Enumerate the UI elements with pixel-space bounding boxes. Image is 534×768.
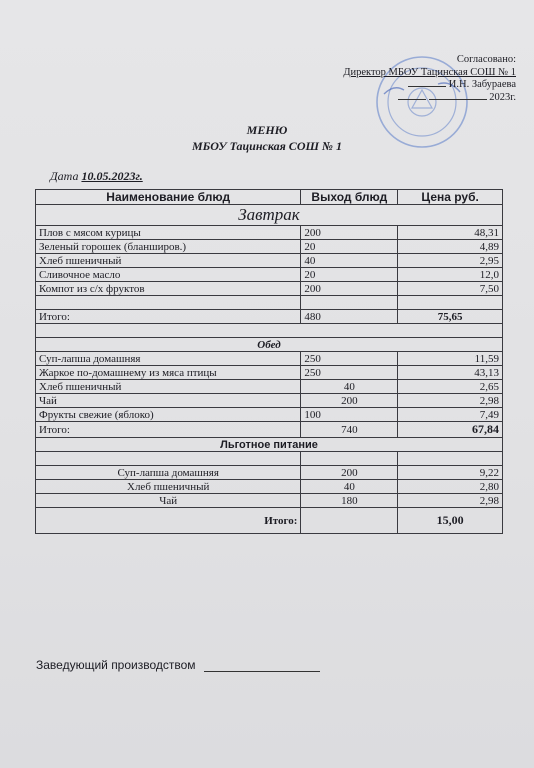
- table-row: [36, 226, 503, 240]
- dish-name: Суп-лапша домашняя: [36, 466, 301, 480]
- dish-weight: 200: [301, 282, 398, 296]
- table-row-empty: [36, 296, 503, 310]
- header-weight: Выход блюд: [301, 190, 398, 205]
- table-row: [36, 480, 503, 494]
- section-lunch: [36, 338, 503, 352]
- table-row: [36, 466, 503, 480]
- date-label: Дата: [50, 169, 79, 183]
- table-row: [36, 494, 503, 508]
- dish-price: 12,0: [398, 268, 503, 282]
- dish-weight: 20: [301, 268, 398, 282]
- table-row: [36, 380, 503, 394]
- benefit-total-row: [36, 508, 503, 534]
- dish-name: Хлеб пшеничный: [36, 380, 301, 394]
- section-benefit: [36, 438, 503, 452]
- dish-name: Суп-лапша домашняя: [36, 352, 301, 366]
- dish-price: 43,13: [398, 366, 503, 380]
- approval-director-name: И.Н. Забураева: [448, 79, 516, 90]
- date-month-blank: [429, 99, 487, 100]
- table-row: [36, 254, 503, 268]
- total-label: Итого:: [36, 422, 301, 438]
- dish-weight: 250: [301, 352, 398, 366]
- table-row: [36, 282, 503, 296]
- dish-name: Хлеб пшеничный: [36, 254, 301, 268]
- header-price: Цена руб.: [398, 190, 503, 205]
- total-weight: 740: [301, 422, 398, 438]
- table-header-row: [36, 190, 503, 205]
- approval-heading: Согласовано:: [456, 54, 516, 65]
- dish-name: Фрукты свежие (яблоко): [36, 408, 301, 422]
- dish-name: Чай: [36, 494, 301, 508]
- approval-year: 2023г.: [489, 91, 516, 103]
- date-value: 10.05.2023г.: [81, 169, 143, 183]
- dish-weight: 100: [301, 408, 398, 422]
- lunch-total-row: [36, 422, 503, 438]
- dish-price: 2,80: [398, 480, 503, 494]
- signature-blank: [204, 671, 320, 672]
- dish-name: Зеленый горошек (бланширов.): [36, 240, 301, 254]
- menu-table: [35, 189, 503, 534]
- dish-price: 2,95: [398, 254, 503, 268]
- dish-weight: 200: [301, 466, 398, 480]
- total-label: Итого:: [36, 508, 301, 534]
- approval-signature-line: [343, 79, 516, 92]
- dish-name: Хлеб пшеничный: [36, 480, 301, 494]
- menu-date: [50, 169, 143, 184]
- table-row-empty: [36, 324, 503, 338]
- dish-price: 4,89: [398, 240, 503, 254]
- table-row: [36, 366, 503, 380]
- section-title: Обед: [36, 338, 503, 352]
- table-row: [36, 240, 503, 254]
- dish-weight: 40: [301, 380, 398, 394]
- dish-name: Плов с мясом курицы: [36, 226, 301, 240]
- dish-weight: 180: [301, 494, 398, 508]
- table-row: [36, 408, 503, 422]
- breakfast-total-row: [36, 310, 503, 324]
- total-price: 75,65: [398, 310, 503, 324]
- approval-director: Директор МБОУ Тацинская СОШ № 1: [343, 66, 516, 78]
- section-breakfast: [36, 205, 503, 226]
- total-price: 67,84: [398, 422, 503, 438]
- dish-weight: 40: [301, 480, 398, 494]
- dish-price: 11,59: [398, 352, 503, 366]
- menu-title: МЕНЮ: [246, 123, 288, 137]
- header-dish: Наименование блюд: [36, 190, 301, 205]
- footer-label: Заведующий производством: [36, 658, 196, 672]
- dish-weight: 250: [301, 366, 398, 380]
- table-row: [36, 394, 503, 408]
- approval-block: [343, 54, 516, 104]
- dish-name: Жаркое по-домашнему из мяса птицы: [36, 366, 301, 380]
- section-title: Льготное питание: [36, 438, 503, 452]
- school-title: МБОУ Тацинская СОШ № 1: [192, 139, 342, 153]
- table-row-empty: [36, 452, 503, 466]
- dish-name: Компот из с/х фруктов: [36, 282, 301, 296]
- dish-weight: 40: [301, 254, 398, 268]
- dish-price: 2,65: [398, 380, 503, 394]
- total-weight: 480: [301, 310, 398, 324]
- dish-price: 48,31: [398, 226, 503, 240]
- section-title: Завтрак: [36, 205, 503, 226]
- dish-price: 7,49: [398, 408, 503, 422]
- date-day-blank: [398, 99, 426, 100]
- total-price: 15,00: [398, 508, 503, 534]
- dish-price: 9,22: [398, 466, 503, 480]
- dish-weight: 200: [301, 394, 398, 408]
- footer-signature: [36, 658, 320, 672]
- dish-price: 2,98: [398, 394, 503, 408]
- dish-weight: 200: [301, 226, 398, 240]
- dish-price: 2,98: [398, 494, 503, 508]
- dish-weight: 20: [301, 240, 398, 254]
- dish-name: Чай: [36, 394, 301, 408]
- approval-date-line: [343, 92, 516, 105]
- signature-blank: [408, 86, 446, 87]
- total-label: Итого:: [36, 310, 301, 324]
- dish-name: Сливочное масло: [36, 268, 301, 282]
- table-row: [36, 352, 503, 366]
- table-row: [36, 268, 503, 282]
- dish-price: 7,50: [398, 282, 503, 296]
